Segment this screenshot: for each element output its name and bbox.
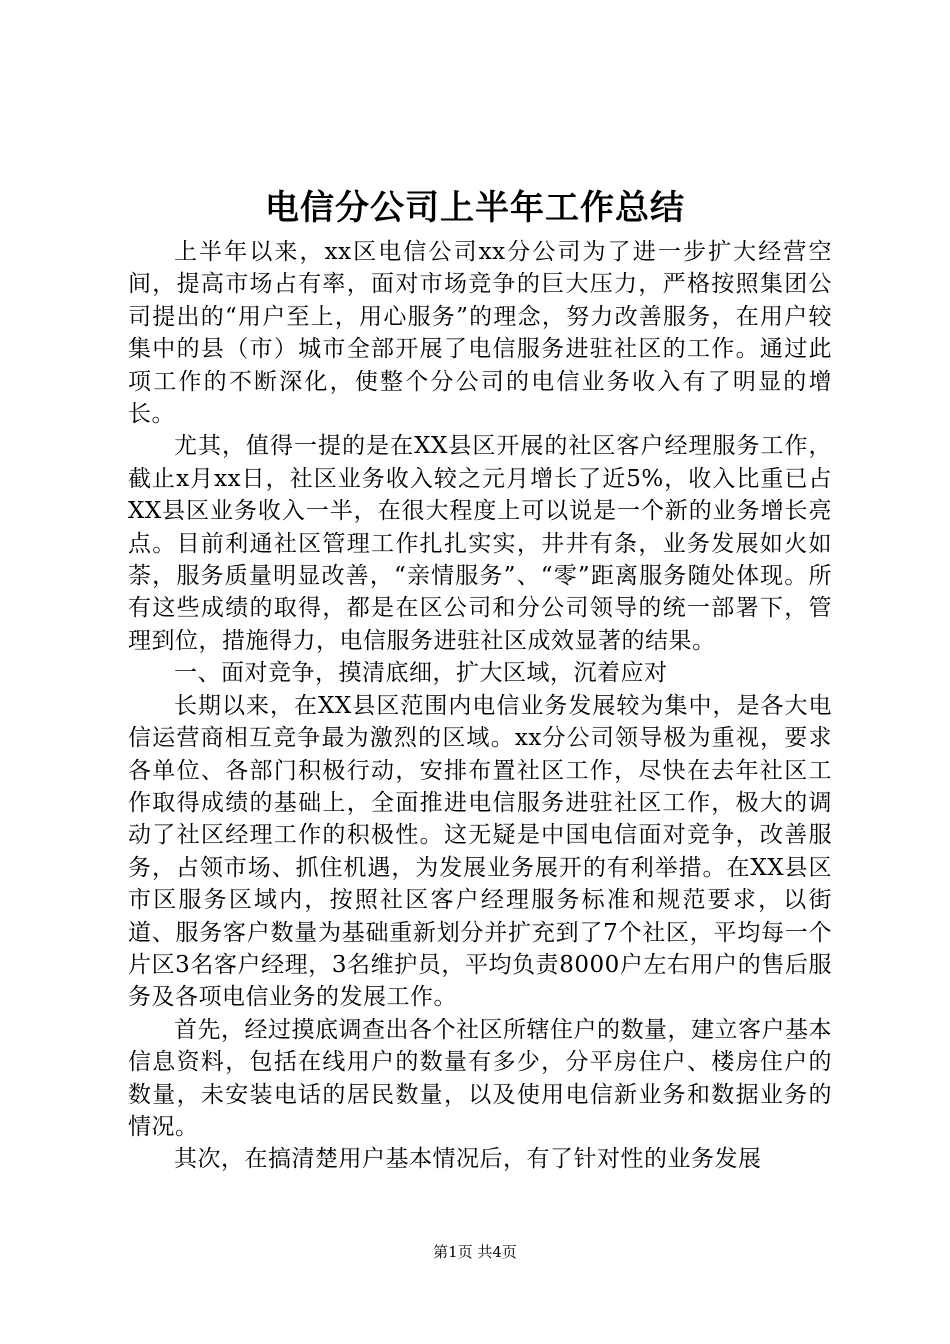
document-title: 电信分公司上半年工作总结: [265, 188, 685, 228]
paragraph-first: 首先，经过摸底调查出各个社区所辖住户的数量，建立客户基本信息资料，包括在线用户的数量有多少，分平房住户、楼房住户的数量，未安装电话的居民数量，以及使用电信新业务和数据业务的情况。: [128, 1016, 832, 1140]
paragraph-highlight: 尤其，值得一提的是在XX县区开展的社区客户经理服务工作，截止x月xx日，社区业务收入较之元月增长了近5%，收入比重已占XX县区业务收入一半，在很大程度上可以说是一个新的业务增长亮点。目前利通社区管理工作扎扎实实，井井有条，业务发展如火如荼，服务质量明显改善，“亲情服务”、“零”距离服务随处体现。所有这些成绩的取得，都是在区公司和分公司领导的统一部署下，管理到位，措施得力，电信服务进驻社区成效显著的结果。: [128, 433, 832, 654]
paragraph-intro: 上半年以来，xx区电信公司xx分公司为了进一步扩大经营空间，提高市场占有率，面对市场竞争的巨大压力，严格按照集团公司提出的“用户至上，用心服务”的理念，努力改善服务，在用户较集中的县（市）城市全部开展了电信服务进驻社区的工作。通过此项工作的不断深化，使整个分公司的电信业务收入有了明显的增长。: [128, 239, 832, 428]
paragraph-competition: 长期以来，在XX县区范围内电信业务发展较为集中，是各大电信运营商相互竞争最为激烈的区域。xx分公司领导极为重视，要求各单位、各部门积极行动，安排布置社区工作，尽快在去年社区工作取得成绩的基础上，全面推进电信服务进驻社区工作，极大的调动了社区经理工作的积极性。这无疑是中国电信面对竞争，改善服务，占领市场、抓住机遇，为发展业务展开的有利举措。在XX县区市区服务区域内，按照社区客户经理服务标准和规范要求，以街道、服务客户数量为基础重新划分并扩充到了7个社区，平均每一个片区3名客户经理，3名维护员，平均负责8000户左右用户的售后服务及各项电信业务的发展工作。: [128, 692, 832, 1011]
paragraph-second: 其次，在搞清楚用户基本情况后，有了针对性的业务发展: [174, 1146, 762, 1173]
document-body: [128, 236, 832, 1176]
section-heading-1: 一、面对竞争，摸清底细，扩大区域，沉着应对: [174, 660, 668, 687]
page-number-footer: 第1页 共4页: [433, 1243, 517, 1261]
